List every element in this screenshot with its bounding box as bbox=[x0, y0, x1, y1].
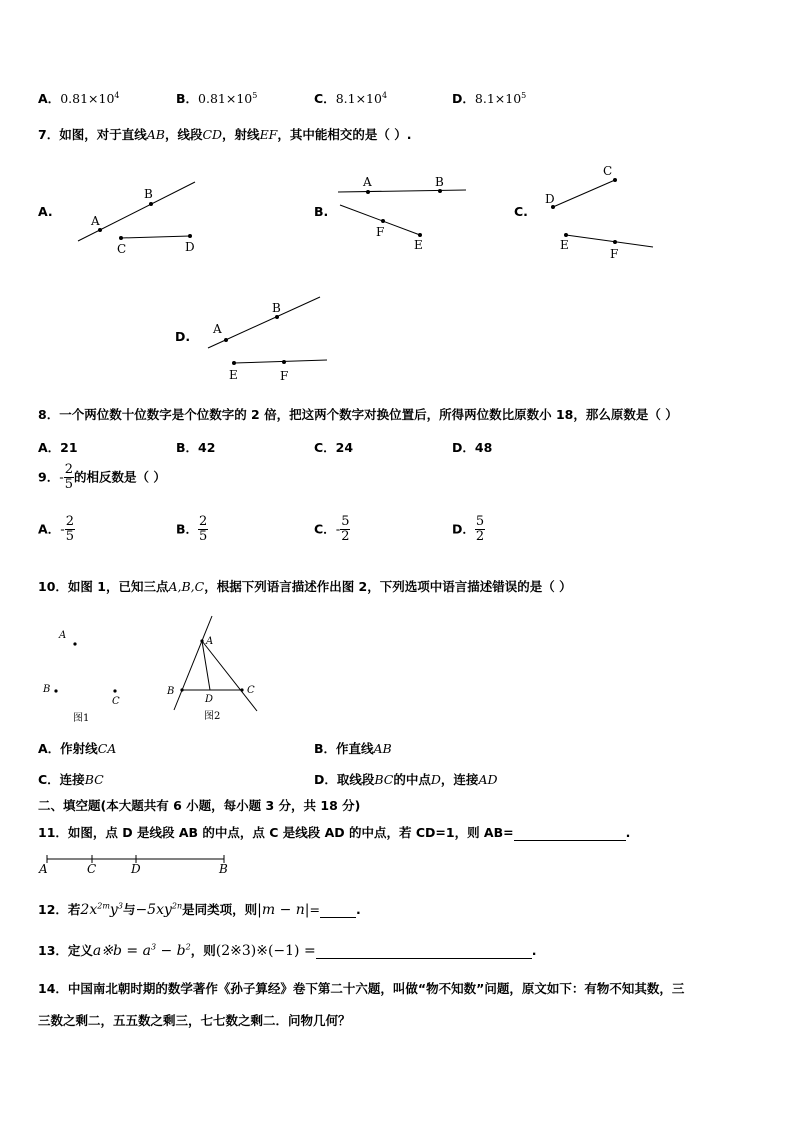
q10-fig2-caption: 图2 bbox=[204, 711, 221, 722]
q7-figure-b bbox=[338, 175, 466, 252]
q8-option-d: D．48 bbox=[452, 440, 493, 455]
q7d-pt-a: A bbox=[213, 322, 222, 336]
q11-pt-a: A bbox=[39, 862, 48, 876]
q7-figure-d bbox=[208, 297, 327, 383]
q10f2-pt-c: C bbox=[247, 685, 255, 696]
q7b-pt-b: B bbox=[435, 175, 444, 189]
q10f2-pt-d: D bbox=[205, 694, 214, 705]
q6-option-b: B．$0.81\times 10^5$ bbox=[176, 90, 258, 106]
q7c-pt-e: E bbox=[560, 238, 569, 252]
question-7: 7．如图，对于直线AB，线段CD，射线EF，其中能相交的是（ ）. bbox=[38, 127, 412, 142]
q13-answer-blank bbox=[316, 946, 532, 959]
q9-option-a: A．- $\frac{2}{5}$ bbox=[38, 514, 74, 545]
q7c-pt-f: F bbox=[610, 247, 619, 261]
question-14-line-2: 三数之剩二，五五数之剩三，七七数之剩二．问物几何？ bbox=[38, 1013, 351, 1028]
q11-pt-b: B bbox=[219, 862, 228, 876]
q6-option-c: C．$8.1\times 10^4$ bbox=[314, 90, 388, 106]
q10f2-pt-b: B bbox=[167, 686, 175, 697]
question-8: 8．一个两位数十位数字是个位数字的 2 倍，把这两个数字对换位置后，所得两位数比原数小 18，那么原数是（ ） bbox=[38, 407, 678, 422]
q7b-pt-a: A bbox=[363, 175, 372, 189]
q7d-pt-b: B bbox=[272, 301, 281, 315]
question-12: 12．若$2x^{2m}y^3$与$-5xy^{2n}$是同类项，则|m − n|= . bbox=[38, 901, 361, 918]
q10f1-pt-c: C bbox=[112, 696, 120, 707]
q9-option-b: B． $\frac{2}{5}$ bbox=[176, 514, 208, 545]
q12-answer-blank bbox=[320, 905, 356, 918]
q10-option-d: D．取线段BC的中点D，连接AD bbox=[314, 772, 498, 787]
q10-figure-2 bbox=[166, 616, 257, 722]
q10-figure-1 bbox=[42, 630, 120, 724]
q10-option-c: C．连接BC bbox=[38, 772, 104, 787]
q11-answer-blank bbox=[514, 828, 626, 841]
section-2-heading: 二、填空题(本大题共有 6 小题，每小题 3 分，共 18 分) bbox=[38, 798, 361, 813]
q6-option-d: D．$8.1\times 10^5$ bbox=[452, 90, 527, 106]
q7a-pt-c: C bbox=[117, 242, 127, 256]
q7-figure-c bbox=[545, 164, 653, 261]
q7-figure-a bbox=[78, 182, 195, 256]
q8-option-a: A．21 bbox=[38, 440, 78, 455]
q11-pt-c: C bbox=[87, 862, 97, 876]
q8-option-b: B．42 bbox=[176, 440, 216, 455]
q7c-pt-d: D bbox=[545, 192, 555, 206]
q6-option-a: A．$0.81\times 10^4$ bbox=[38, 90, 120, 106]
q7a-pt-d: D bbox=[185, 240, 195, 254]
q7a-pt-b: B bbox=[144, 187, 153, 201]
q10-option-b: B．作直线AB bbox=[314, 741, 392, 756]
q7a-pt-a: A bbox=[91, 214, 100, 228]
question-14-line-1: 14．中国南北朝时期的数学著作《孙子算经》卷下第二十六题，叫做“物不知数”问题，原文如下：有物不知其数，三 bbox=[38, 981, 685, 996]
q11-pt-d: D bbox=[131, 862, 141, 876]
q7d-pt-e: E bbox=[229, 368, 238, 382]
q8-option-c: C．24 bbox=[314, 440, 354, 455]
q7-fig-b-label: B. bbox=[314, 204, 329, 219]
q9-fraction: $\frac{2}{5}$ bbox=[64, 462, 73, 493]
question-10: 10．如图 1，已知三点A,B,C，根据下列语言描述作出图 2，下列选项中语言描述错误的是（ ） bbox=[38, 579, 572, 594]
q10-fig1-caption: 图1 bbox=[73, 713, 90, 724]
q7b-pt-e: E bbox=[414, 238, 423, 252]
question-13: 13．定义a※b = $a^3 - b^2$，则(2※3)※(−1) = . bbox=[38, 942, 537, 959]
q9-option-c: C．- $\frac{5}{2}$ bbox=[314, 514, 350, 545]
question-9: 9．- $\frac{2}{5}$ 的相反数是（ ） bbox=[38, 462, 166, 493]
q10-option-a: A．作射线CA bbox=[38, 741, 117, 756]
question-11: 11．如图，点 D 是线段 AB 的中点，点 C 是线段 AD 的中点，若 CD=1，则 AB= . bbox=[38, 825, 631, 840]
q10f2-pt-a: A bbox=[206, 636, 214, 647]
q7-fig-a-label: A. bbox=[38, 204, 53, 219]
q9-option-d: D． $\frac{5}{2}$ bbox=[452, 514, 485, 545]
q7-fig-d-label: D. bbox=[175, 329, 191, 344]
q7-fig-c-label: C. bbox=[514, 204, 528, 219]
q11-figure bbox=[38, 855, 228, 876]
q7b-pt-f: F bbox=[376, 225, 385, 239]
q7d-pt-f: F bbox=[280, 369, 289, 383]
q7c-pt-c: C bbox=[603, 164, 613, 178]
q10f1-pt-b: B bbox=[43, 684, 51, 695]
q10f1-pt-a: A bbox=[59, 630, 67, 641]
